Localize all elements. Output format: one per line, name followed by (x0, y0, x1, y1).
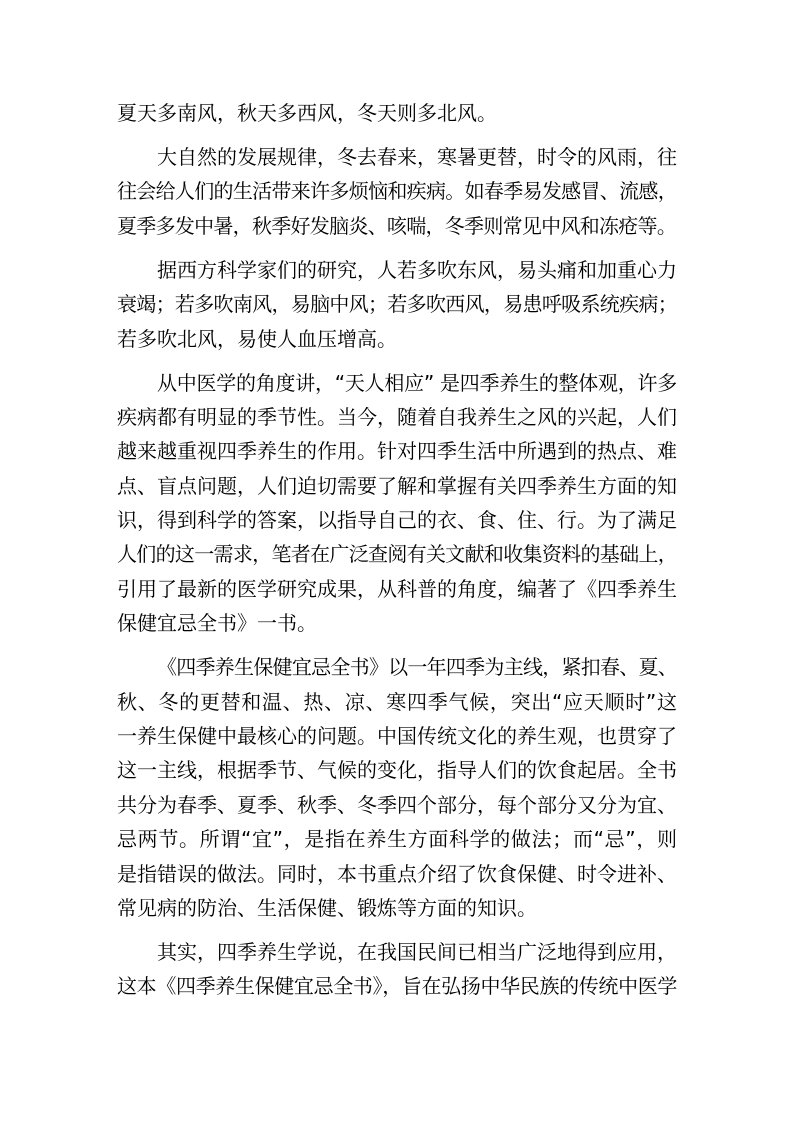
text-line: 夏季多发中暑，秋季好发脑炎、咳喘，冬季则常见中风和冻疮等。 (117, 213, 677, 238)
text-line: 若多吹北风，易使人血压增高。 (117, 326, 397, 351)
text-line: 往会给人们的生活带来许多烦恼和疾病。如春季易发感冒、流感， (117, 179, 677, 204)
text-line: 常见病的防治、生活保健、锻炼等方面的知识。 (117, 895, 537, 920)
paragraph-book-overview (117, 650, 677, 925)
text-line: 这本《四季养生保健宜忌全书》，旨在弘扬中华民族的传统中医学 (117, 974, 677, 999)
paragraph-closing (117, 935, 677, 1004)
text-line: 夏天多南风，秋天多西风，冬天则多北风。 (117, 101, 497, 125)
text-line: 据西方科学家们的研究，人若多吹东风，易头痛和加重心力 (157, 257, 677, 282)
text-line: 点、盲点问题，人们迫切需要了解和掌握有关四季养生方面的知 (117, 473, 677, 498)
text-line: 一养生保健中最核心的问题。中国传统文化的养生观，也贯穿了 (117, 724, 677, 749)
text-line: 是指错误的做法。同时，本书重点介绍了饮食保健、时令进补、 (117, 861, 677, 886)
paragraph-nature-patterns (117, 140, 677, 243)
text-line: 保健宜忌全书》一书。 (117, 611, 317, 636)
paragraph-seasonal-winds (117, 96, 677, 130)
text-line: 越来越重视四季养生的作用。针对四季生活中所遇到的热点、难 (117, 439, 677, 464)
text-line: 从中医学的角度讲，“天人相应” 是四季养生的整体观，许多 (157, 370, 677, 395)
text-line: 这一主线，根据季节、气候的变化，指导人们的饮食起居。全书 (117, 758, 677, 783)
text-line: 《四季养生保健宜忌全书》以一年四季为主线，紧扣春、夏、 (157, 655, 677, 680)
paragraph-tcm-perspective (117, 366, 677, 641)
text-line: 秋、冬的更替和温、热、凉、寒四季气候，突出“应天顺时”这 (117, 689, 677, 714)
text-line: 共分为春季、夏季、秋季、冬季四个部分，每个部分又分为宜、 (117, 792, 677, 817)
text-line: 衰竭；若多吹南风，易脑中风；若多吹西风，易患呼吸系统疾病； (117, 292, 677, 317)
text-line: 疾病都有明显的季节性。当今，随着自我养生之风的兴起，人们 (117, 404, 677, 429)
body-text (117, 96, 677, 1013)
paragraph-western-research (117, 253, 677, 356)
text-line: 大自然的发展规律，冬去春来，寒暑更替，时令的风雨，往 (157, 144, 677, 169)
text-line: 识，得到科学的答案，以指导自己的衣、食、住、行。为了满足 (117, 508, 677, 533)
text-line: 引用了最新的医学研究成果，从科普的角度，编著了《四季养生 (117, 576, 677, 601)
text-line: 人们的这一需求，笔者在广泛查阅有关文献和收集资料的基础上， (117, 542, 677, 567)
text-line: 其实，四季养生学说，在我国民间已相当广泛地得到应用， (157, 939, 677, 964)
text-line: 忌两节。所谓“宜”，是指在养生方面科学的做法；而“忌”，则 (117, 827, 677, 852)
